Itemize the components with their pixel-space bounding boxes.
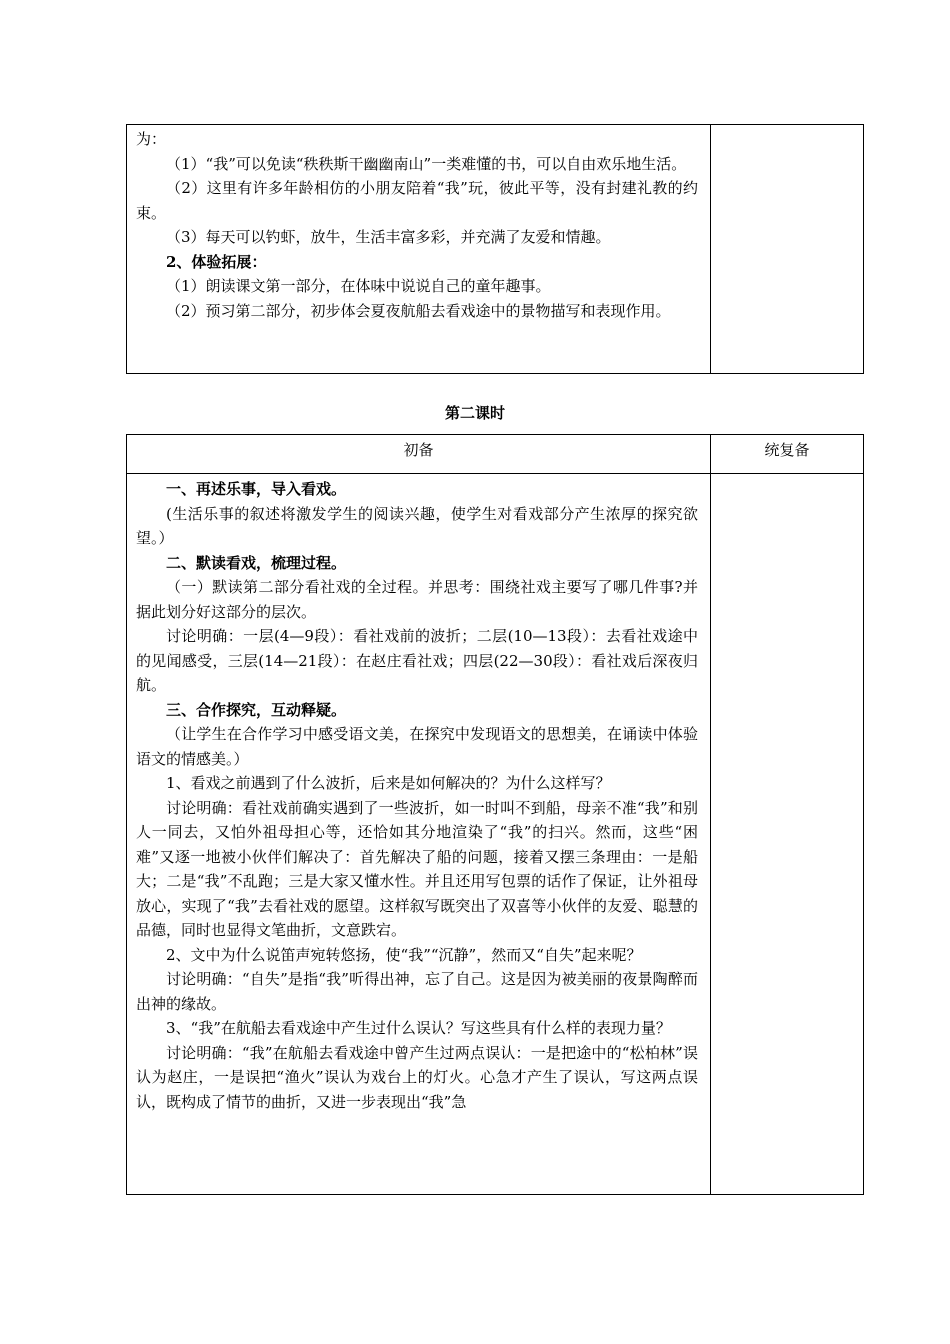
paragraph: （1）“我”可以免读“秩秩斯干幽幽南山”一类难懂的书，可以自由欢乐地生活。 — [166, 154, 687, 173]
paragraph: （1）朗读课文第一部分，在体味中说说自己的童年趣事。 — [166, 277, 551, 295]
paragraph: （一）默读第二部分看社戏的全过程。并思考：围绕社戏主要写了哪几件事?并据此划分好这部分的层次。 — [136, 578, 698, 621]
answer-2: 讨论明确：“自失”是指“我”听得出神，忘了自己。这是因为被美丽的夜景陶醉而出神的缘故。 — [136, 970, 698, 1013]
paragraph: 为： — [136, 130, 167, 148]
paragraph: （让学生在合作学习中感受语文美，在探究中发现语文的思想美，在诵读中体验语文的情感美。） — [136, 725, 698, 768]
heading-1: 一、再述乐事，导入看戏。 — [166, 480, 347, 498]
lesson-content — [127, 125, 710, 325]
section-title: 第二课时 — [444, 404, 505, 422]
lesson-content — [127, 474, 710, 1116]
header-unified-review-label: 统复备 — [764, 441, 810, 459]
question-2: 2、文中为什么说笛声宛转悠扬，使“我”“沉静”，然而又“自失”起来呢？ — [166, 945, 642, 964]
header-initial-prep — [127, 435, 711, 474]
answer-1: 讨论明确：看社戏前确实遇到了一些波折，如一时叫不到船，母亲不准“我”和别人一同去，又怕外祖母担心等，还恰如其分地渲染了“我”的扫兴。然而，这些“困难”又逐一地被小伙伴们解决了：首先解决了船的问题，接着又摆三条理由：一是船大；二是“我”不乱跑；三是大家又懂水性。并且还用写包票的话作了保证，让外祖母放心，实现了“我”去看社戏的愿望。这样叙写既突出了双喜等小伙伴的友爱、聪慧的品德，同时也显得文笔曲折，文意跌宕。 — [136, 798, 698, 939]
lesson-table-continued — [126, 124, 864, 374]
review-notes-cell — [711, 125, 864, 374]
review-notes-cell — [711, 474, 864, 1195]
paragraph: （2）预习第二部分，初步体会夏夜航船去看戏途中的景物描写和表现作用。 — [166, 301, 671, 320]
question-1: 1、看戏之前遇到了什么波折，后来是如何解决的？为什么这样写？ — [166, 774, 611, 792]
paragraph: (生活乐事的叙述将激发学生的阅读兴趣，使学生对看戏部分产生浓厚的探究欲望。） — [136, 504, 698, 547]
lesson-table-second-period — [126, 434, 864, 1195]
heading-3: 三、合作探究，互动释疑。 — [166, 700, 347, 719]
lesson-content-cell — [127, 125, 711, 374]
header-unified-review — [711, 435, 864, 474]
paragraph: 讨论明确：一层(4—9段）：看社戏前的波折；二层(10—13段）：去看社戏途中的见闻感受，三层(14—21段）：在赵庄看社戏；四层(22—30段）：看社戏后深夜归航。 — [136, 627, 698, 694]
header-initial-prep-label: 初备 — [403, 441, 434, 459]
subheading: 2、体验拓展： — [166, 252, 267, 271]
answer-3: 讨论明确：“我”在航船去看戏途中曾产生过两点误认：一是把途中的“松柏林”误认为赵庄，一是误把“渔火”误认为戏台上的灯火。心急才产生了误认，写这两点误认，既构成了情节的曲折，又进一步表现出“我”急 — [136, 1043, 698, 1111]
heading-2: 二、默读看戏，梳理过程。 — [166, 553, 347, 572]
lesson-content-cell — [127, 474, 711, 1195]
paragraph: （3）每天可以钓虾，放牛，生活丰富多彩，并充满了友爱和情趣。 — [166, 228, 611, 246]
question-3: 3、“我”在航船去看戏途中产生过什么误认？写这些具有什么样的表现力量？ — [166, 1019, 671, 1037]
paragraph: （2）这里有许多年龄相仿的小朋友陪着“我”玩，彼此平等，没有封建礼教的约束。 — [136, 179, 698, 222]
